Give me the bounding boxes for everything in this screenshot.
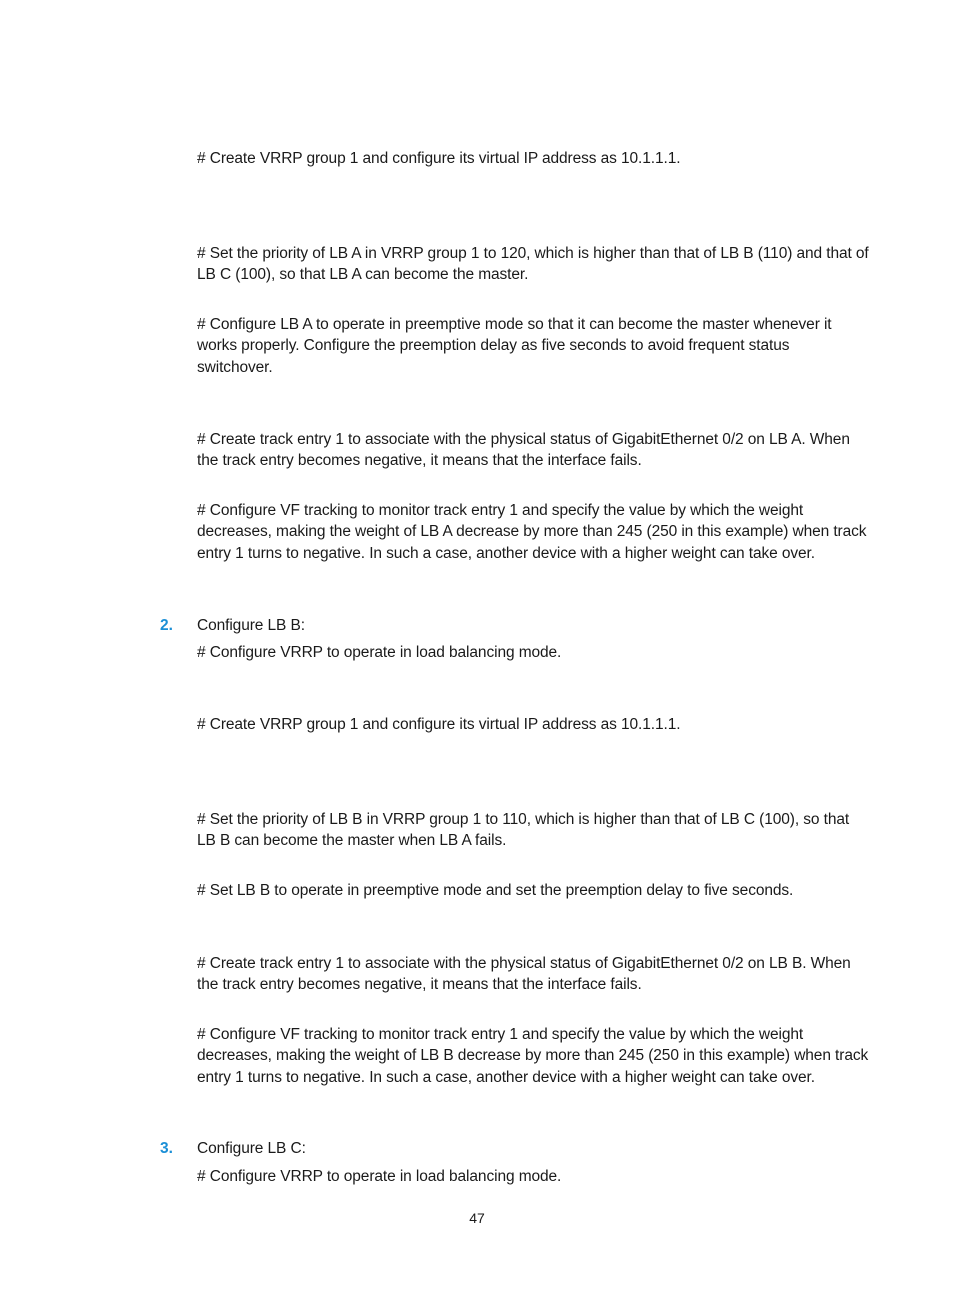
paragraph-load-balancing-lb-b: # Configure VRRP to operate in load balancing mode. (197, 644, 562, 661)
step-number-3: 3. (160, 1140, 173, 1157)
paragraph-set-priority-lb-a: # Set the priority of LB A in VRRP group 1 to 120, which is higher than that of LB B (110) and that of LB C (100), so that LB A can become the master. (197, 245, 869, 284)
step-number-2: 2. (160, 617, 173, 634)
paragraph-vf-tracking-lb-a: # Configure VF tracking to monitor track entry 1 and specify the value by which the weight decreases, making the weight of LB A decrease by more than 245 (250 in this example) when track entry 1 turns to negative. In such a case, another device with a higher weight can take over. (197, 502, 867, 562)
paragraph-create-vrrp-group-lb-b: # Create VRRP group 1 and configure its virtual IP address as 10.1.1.1. (197, 716, 681, 733)
paragraph-create-vrrp-group-lb-a: # Create VRRP group 1 and configure its virtual IP address as 10.1.1.1. (197, 150, 681, 167)
paragraph-preemptive-mode-lb-b: # Set LB B to operate in preemptive mode and set the preemption delay to five seconds. (197, 882, 794, 899)
step-label-configure-lb-b: Configure LB B: (197, 617, 305, 634)
paragraph-vf-tracking-lb-b: # Configure VF tracking to monitor track entry 1 and specify the value by which the weight decreases, making the weight of LB B decrease by more than 245 (250 in this example) when track entry 1 turns to negative. In such a case, another device with a higher weight can take over. (197, 1026, 869, 1086)
page-number: 47 (469, 1210, 485, 1226)
paragraph-load-balancing-lb-c: # Configure VRRP to operate in load balancing mode. (197, 1168, 562, 1185)
paragraph-track-entry-lb-b: # Create track entry 1 to associate with the physical status of GigabitEthernet 0/2 on LB B. When the track entry becomes negative, it means that the interface fails. (197, 955, 851, 994)
paragraph-set-priority-lb-b: # Set the priority of LB B in VRRP group 1 to 110, which is higher than that of LB C (100), so that LB B can become the master when LB A fails. (197, 811, 850, 850)
step-label-configure-lb-c: Configure LB C: (197, 1140, 306, 1157)
paragraph-track-entry-lb-a: # Create track entry 1 to associate with the physical status of GigabitEthernet 0/2 on LB A. When the track entry becomes negative, it means that the interface fails. (197, 431, 850, 470)
paragraph-preemptive-mode-lb-a: # Configure LB A to operate in preemptive mode so that it can become the master whenever it works properly. Configure the preemption delay as five seconds to avoid frequent status switchover. (197, 316, 832, 376)
